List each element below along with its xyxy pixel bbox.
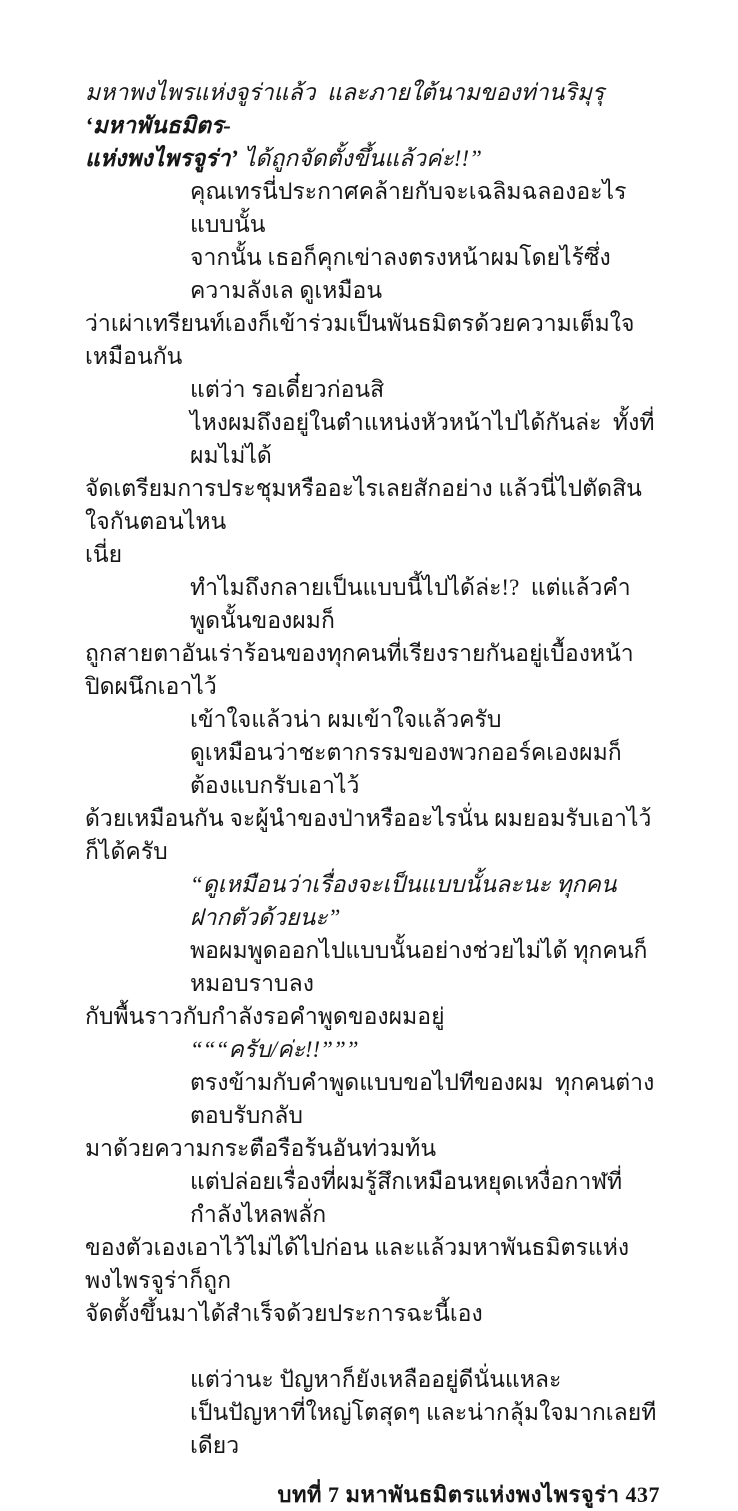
text-line [85, 307, 660, 373]
page-footer-chapter-title: บทที่ 7 มหาพันธมิตรแห่งพงไพรจูร่า 437 [277, 1482, 660, 1507]
text-run: ถูกสายตาอันเร่าร้อนของทุกคนที่เรียงรายกันอยู่เบื้องหน้าปิดผนึกเอาไว้ [85, 641, 634, 699]
text-run: จัดเตรียมการประชุมหรืออะไรเลยสักอย่าง แล้วนี่ไปตัดสินใจกันตอนไหน [85, 476, 642, 534]
text-line [85, 76, 660, 142]
blank-line [85, 1330, 660, 1363]
page-text [85, 76, 660, 1462]
text-run: เป็นปัญหาที่ใหญ่โตสุดๆ และน่ากลุ้มใจมากเลยทีเดียว [190, 1400, 657, 1458]
text-run: พอผมพูดออกไปแบบนั้นอย่างช่วยไม่ได้ ทุกคนก็หมอบราบลง [190, 938, 648, 996]
text-line [85, 241, 660, 307]
text-run: คุณเทรนี่ประกาศคล้ายกับจะเฉลิมฉลองอะไรแบบนั้น [190, 179, 627, 237]
text-line [85, 1066, 660, 1132]
text-line [85, 1132, 660, 1165]
text-line [85, 703, 660, 736]
text-run: แต่ว่านะ ปัญหาก็ยังเหลืออยู่ดีนั่นแหละ [190, 1367, 562, 1392]
text-run: ว่าเผ่าเทรียนท์เองก็เข้าร่วมเป็นพันธมิตรด้วยความเต็มใจเหมือนกัน [85, 311, 635, 369]
text-run: เข้าใจแล้วน่า ผมเข้าใจแล้วครับ [190, 707, 502, 732]
text-run: ด้วยเหมือนกัน จะผู้นำของป่าหรืออะไรนั่น ผมยอมรับเอาไว้ก็ได้ครับ [85, 806, 652, 864]
text-line [85, 1000, 660, 1033]
text-run: มาด้วยความกระตือรือร้นอันท่วมท้น [85, 1136, 437, 1161]
text-line [85, 538, 660, 571]
text-run: “““ครับ/ค่ะ!!””” [190, 1037, 359, 1062]
text-line [85, 1396, 660, 1462]
text-line [85, 472, 660, 538]
text-line [85, 868, 660, 934]
text-line [85, 1363, 660, 1396]
text-run: ของตัวเองเอาไว้ไม่ได้ไปก่อน และแล้วมหาพันธมิตรแห่งพงไพรจูร่าก็ถูก [85, 1235, 630, 1293]
text-run: ‘มหาพันธมิตร- [85, 113, 231, 138]
text-run: ทำไมถึงกลายเป็นแบบนี้ไปได้ล่ะ!? แต่แล้วคำพูดนั้นของผมก็ [190, 575, 631, 633]
text-line [85, 1231, 660, 1297]
text-run: ได้ถูกจัดตั้งขึ้นแล้วค่ะ!!” [238, 146, 482, 171]
text-run: ดูเหมือนว่าชะตากรรมของพวกออร์คเองผมก็ต้องแบกรับเอาไว้ [190, 740, 622, 798]
text-line [85, 1033, 660, 1066]
text-run: แต่ว่า รอเดี๋ยวก่อนสิ [190, 377, 385, 402]
text-run: “ดูเหมือนว่าเรื่องจะเป็นแบบนั้นละนะ ทุกคน ฝากตัวด้วยนะ” [190, 872, 623, 930]
text-run: ไหงผมถึงอยู่ในตำแหน่งหัวหน้าไปได้กันล่ะ ทั้งที่ผมไม่ได้ [190, 410, 655, 468]
text-line [85, 406, 660, 472]
text-run: แห่งพงไพรจูร่า’ [85, 146, 239, 171]
text-run: เนี่ย [85, 542, 123, 567]
text-run: แต่ปล่อยเรื่องที่ผมรู้สึกเหมือนหยุดเหงื่อกาฬที่กำลังไหลพลั่ก [190, 1169, 623, 1227]
text-run: จากนั้น เธอก็คุกเข่าลงตรงหน้าผมโดยไร้ซึ่งความลังเล ดูเหมือน [190, 245, 611, 303]
text-line [85, 802, 660, 868]
text-line [85, 934, 660, 1000]
text-run: มหาพงไพรแห่งจูร่าแล้ว และภายใต้นามของท่านริมุรุ [85, 80, 610, 105]
text-run: กับพื้นราวกับกำลังรอคำพูดของผมอยู่ [85, 1004, 445, 1029]
text-line [85, 1297, 660, 1330]
text-line [85, 175, 660, 241]
text-run: จัดตั้งขึ้นมาได้สำเร็จด้วยประการฉะนี้เอง [85, 1301, 483, 1326]
text-run: ตรงข้ามกับคำพูดแบบขอไปทีของผม ทุกคนต่างตอบรับกลับ [190, 1070, 655, 1128]
text-line [85, 571, 660, 637]
text-line [85, 1165, 660, 1231]
text-line [85, 736, 660, 802]
text-line [85, 373, 660, 406]
text-line [85, 142, 660, 175]
text-line [85, 637, 660, 703]
